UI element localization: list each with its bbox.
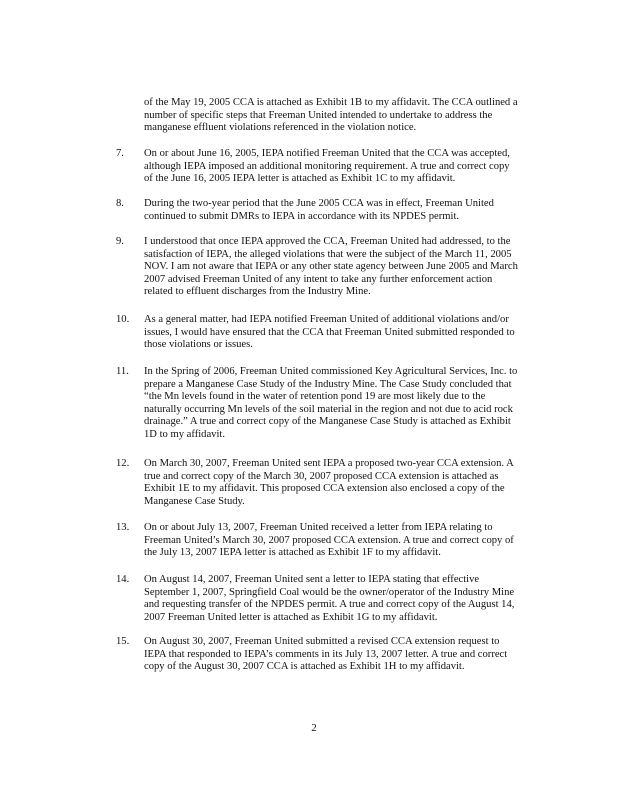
paragraph-number: 14. [116, 574, 130, 585]
paragraph-15 [116, 636, 520, 674]
paragraph-text: On August 30, 2007, Freeman United submitted a revised CCA extension request to IEPA that responded to IEPA’s comments in its July 13, 2007 letter. A true and correct copy of the August 30, 2007 CCA is attached as Exhibit 1H to my affidavit. [144, 636, 508, 673]
continuation-text: of the May 19, 2005 CCA is attached as Exhibit 1B to my affidavit. The CCA outlined a number of specific steps that Freeman United intended to undertake to address the manganese effluent violations referenced in the violation notice. [144, 97, 518, 134]
page-number: 2 [311, 722, 317, 734]
paragraph-13 [116, 522, 520, 560]
paragraph-text: On August 14, 2007, Freeman United sent a letter to IEPA stating that effective September 1, 2007, Springfield Coal would be the owner/operator of the Industry Mine and requesting transfer of the NPDES permit. A true and correct copy of the August 14, 2007 Freeman United letter is attached as Exhibit 1G to my affidavit. [144, 574, 515, 623]
paragraph-number: 13. [116, 522, 130, 533]
paragraph-text: In the Spring of 2006, Freeman United commissioned Key Agricultural Services, Inc. to prepare a Manganese Case Study of the Industry Mine. The Case Study concluded that “the Mn levels found in the water of retention pond 19 are most likely due to the naturally occurring Mn levels of the soil material in the region and not due to acid rock drainage.” A true and correct copy of the Manganese Case Study is attached as Exhibit 1D to my affidavit. [144, 366, 518, 440]
paragraph-11 [116, 366, 520, 442]
paragraph-number: 8. [116, 198, 124, 209]
paragraph-number: 11. [116, 366, 129, 377]
paragraph-number: 7. [116, 148, 124, 159]
paragraph-number: 9. [116, 236, 124, 247]
paragraph-number: 10. [116, 314, 130, 325]
paragraph-text: During the two-year period that the June 2005 CCA was in effect, Freeman United continued to submit DMRs to IEPA in accordance with its NPDES permit. [144, 198, 494, 222]
paragraph-number: 12. [116, 458, 130, 469]
paragraph-9 [116, 236, 520, 299]
paragraph-10 [116, 314, 520, 352]
paragraph-8 [116, 198, 520, 223]
paragraph-12 [116, 458, 520, 508]
paragraph-text: On or about July 13, 2007, Freeman United received a letter from IEPA relating to Freeman United’s March 30, 2007 proposed CCA extension. A true and correct copy of the July 13, 2007 IEPA letter is attached as Exhibit 1F to my affidavit. [144, 522, 514, 559]
paragraph-text: On March 30, 2007, Freeman United sent IEPA a proposed two-year CCA extension. A true and correct copy of the March 30, 2007 proposed CCA extension is attached as Exhibit 1E to my affidavit. This proposed CCA extension also enclosed a copy of the Manganese Case Study. [144, 458, 514, 507]
paragraph-text: On or about June 16, 2005, IEPA notified Freeman United that the CCA was accepted, although IEPA imposed an additional monitoring requirement. A true and correct copy of the June 16, 2005 IEPA letter is attached as Exhibit 1C to my affidavit. [144, 148, 510, 185]
paragraph-14 [116, 574, 520, 624]
paragraph-number: 15. [116, 636, 130, 647]
paragraph-text: As a general matter, had IEPA notified Freeman United of additional violations and/or issues, I would have ensured that the CCA that Freeman United submitted responded to those violations or issues. [144, 314, 515, 351]
paragraph-text: I understood that once IEPA approved the CCA, Freeman United had addressed, to the satisfaction of IEPA, the alleged violations that were the subject of the March 11, 2005 NOV. I am not aware that IEPA or any other state agency between June 2005 and March 2007 advised Freeman United of any intent to take any further enforcement action related to effluent discharges from the Industry Mine. [144, 236, 518, 298]
paragraph-7 [116, 148, 520, 186]
